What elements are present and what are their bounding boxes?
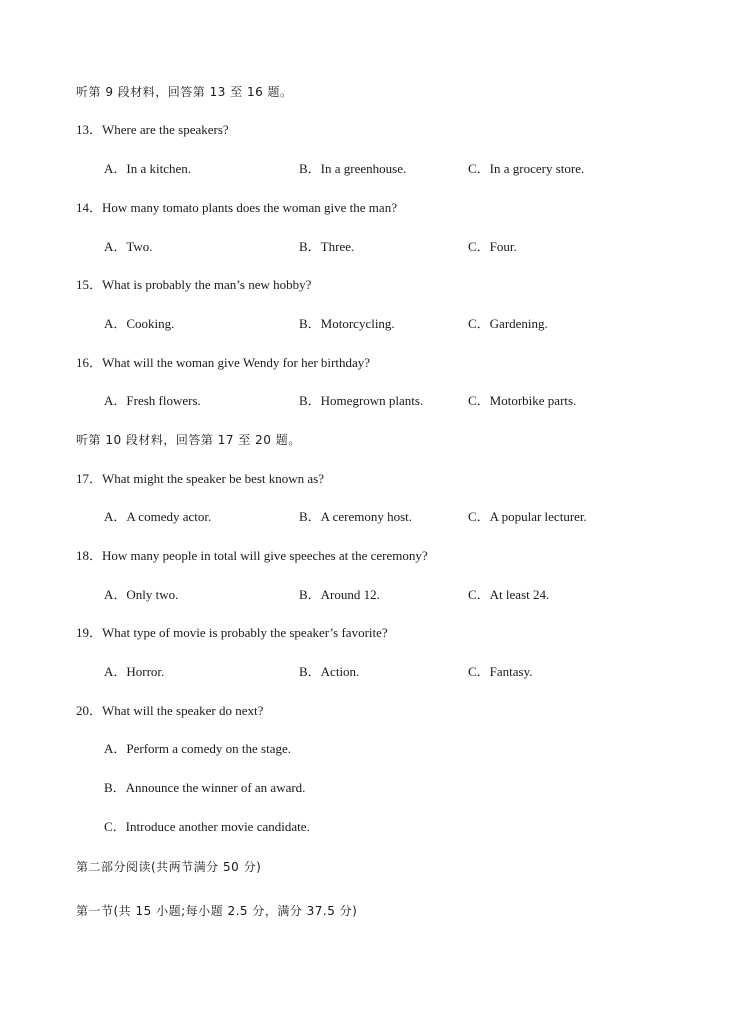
question-19-option-c: C．Fantasy. [468, 664, 533, 679]
question-20-stem: 20．What will the speaker do next? [76, 703, 264, 718]
question-13-option-a: A．In a kitchen. [104, 161, 192, 176]
question-14-option-c: C．Four. [468, 239, 517, 254]
question-15-option-b: B．Motorcycling. [299, 316, 395, 331]
question-16-option-c: C．Motorbike parts. [468, 393, 577, 408]
question-18-option-a: A．Only two. [104, 587, 179, 602]
part2-heading: 第二部分阅读(共两节满分 50 分) [76, 860, 262, 874]
question-16-stem: 16．What will the woman give Wendy for her birthday? [76, 355, 371, 370]
question-18-stem: 18．How many people in total will give speeches at the ceremony? [76, 548, 428, 563]
question-18-option-c: C．At least 24. [468, 587, 550, 602]
question-14-option-a: A．Two. [104, 239, 153, 254]
question-19-option-a: A．Horror. [104, 664, 165, 679]
section-intro-part10: 听第 10 段材料，回答第 17 至 20 题。 [76, 433, 301, 447]
question-13-option-b: B．In a greenhouse. [299, 161, 407, 176]
question-20-option-b: B．Announce the winner of an award. [104, 780, 306, 795]
question-16-option-b: B．Homegrown plants. [299, 393, 424, 408]
section1-heading: 第一节(共 15 小题;每小题 2.5 分，满分 37.5 分) [76, 904, 358, 918]
question-15-option-a: A．Cooking. [104, 316, 175, 331]
question-15-stem: 15．What is probably the man’s new hobby? [76, 277, 312, 292]
question-13-option-c: C．In a grocery store. [468, 161, 585, 176]
question-19-stem: 19．What type of movie is probably the speaker’s favorite? [76, 625, 388, 640]
question-20-option-c: C．Introduce another movie candidate. [104, 819, 310, 834]
question-15-option-c: C．Gardening. [468, 316, 548, 331]
question-18-option-b: B．Around 12. [299, 587, 380, 602]
question-19-option-b: B．Action. [299, 664, 360, 679]
question-17-option-b: B．A ceremony host. [299, 509, 413, 524]
question-20-option-a: A．Perform a comedy on the stage. [104, 741, 292, 756]
question-14-stem: 14．How many tomato plants does the woman give the man? [76, 200, 397, 215]
question-16-option-a: A．Fresh flowers. [104, 393, 201, 408]
section-intro-part9: 听第 9 段材料，回答第 13 至 16 题。 [76, 85, 293, 99]
question-14-option-b: B．Three. [299, 239, 355, 254]
question-17-option-c: C．A popular lecturer. [468, 509, 587, 524]
question-13-stem: 13．Where are the speakers? [76, 122, 229, 137]
question-17-stem: 17．What might the speaker be best known as? [76, 471, 325, 486]
question-17-option-a: A．A comedy actor. [104, 509, 212, 524]
